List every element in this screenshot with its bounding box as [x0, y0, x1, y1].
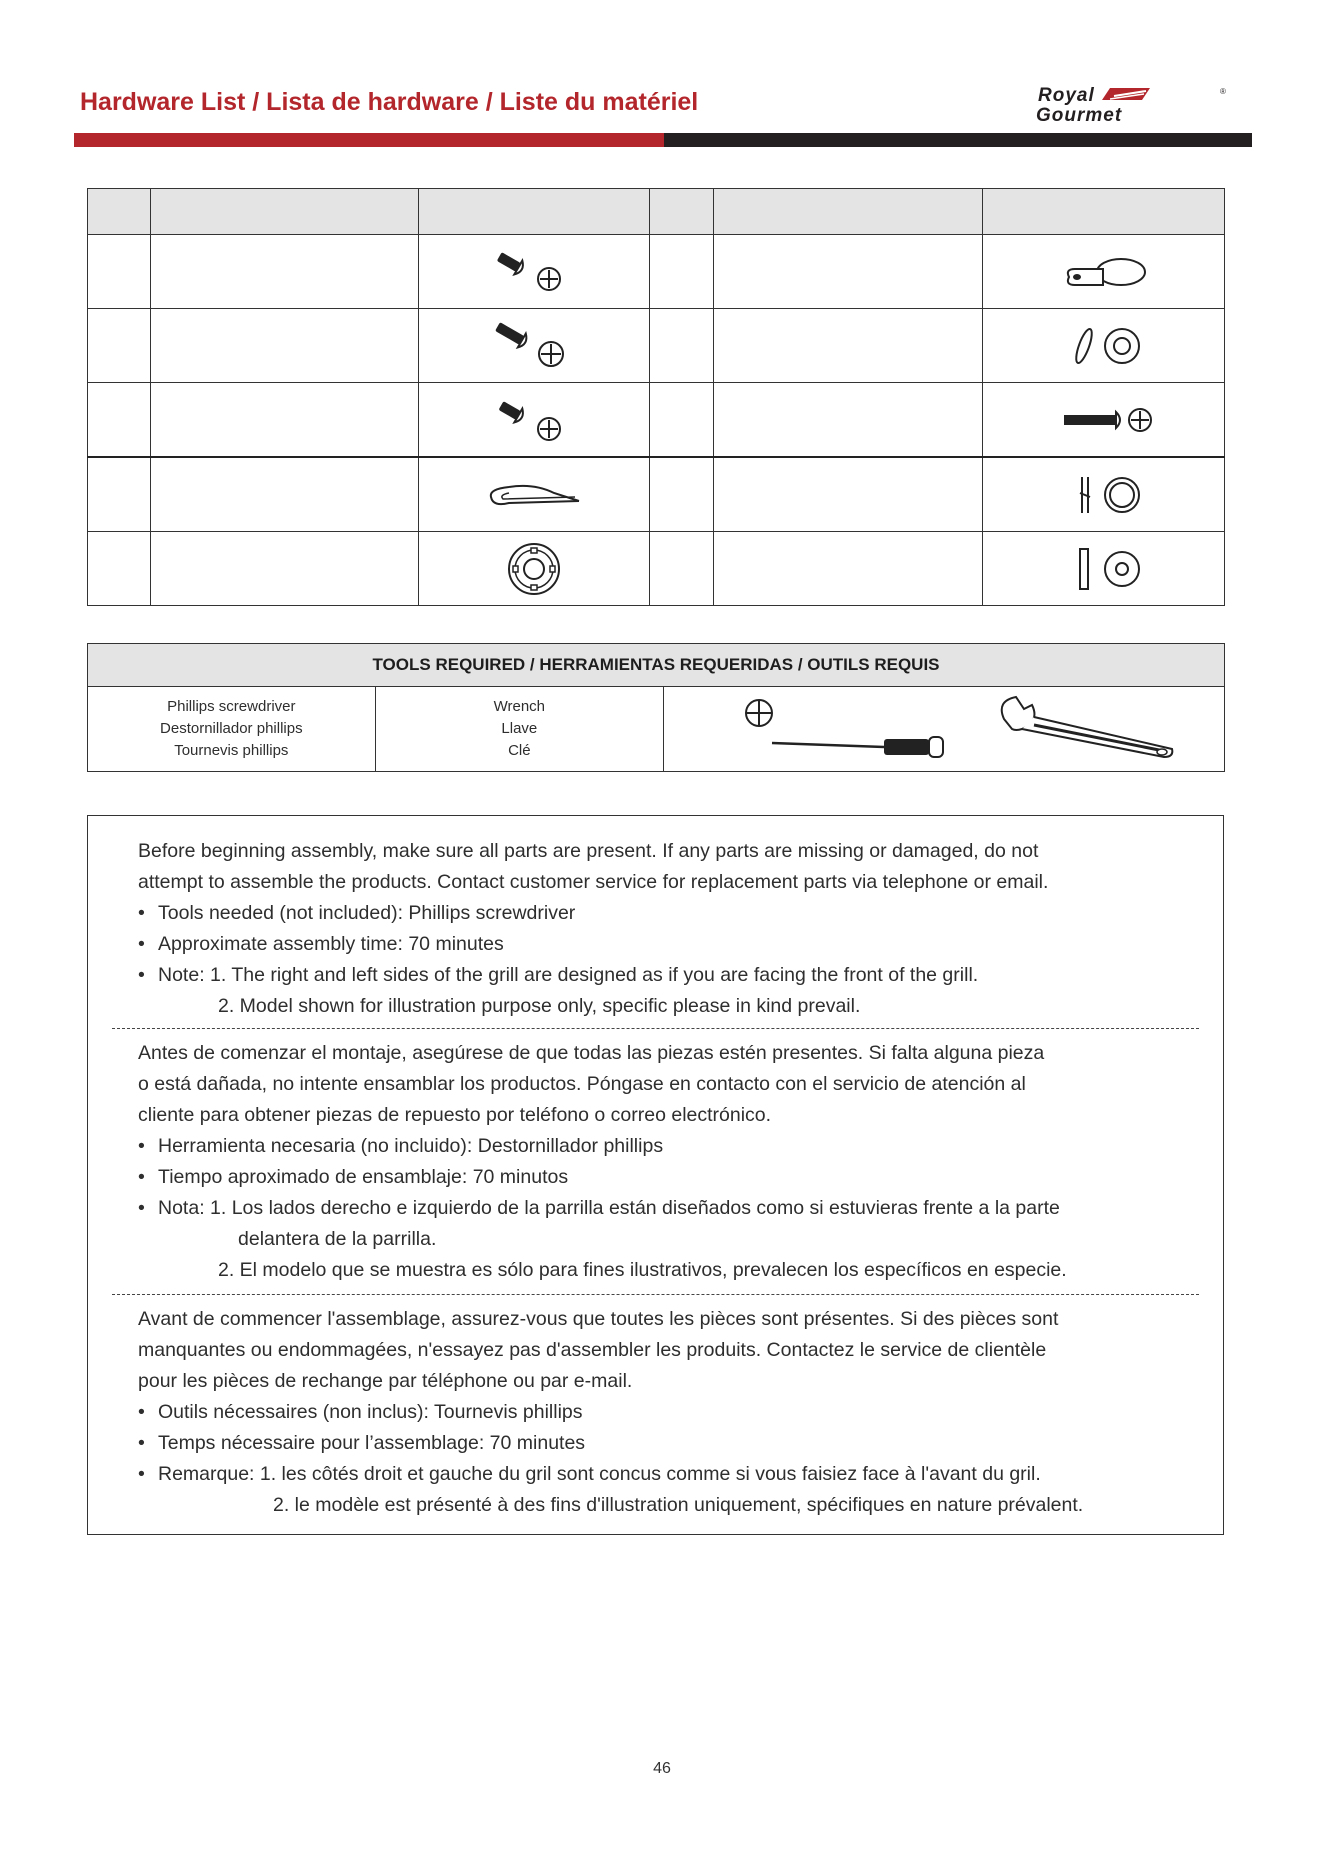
screwdriver-label-es: Destornillador phillips	[160, 720, 303, 737]
table-cell	[88, 383, 151, 458]
long-bolt-icon	[1044, 400, 1164, 440]
r-clip-pin-icon	[479, 475, 589, 515]
table-cell	[418, 383, 650, 458]
table-cell	[150, 383, 418, 458]
notes-es-intro-1: Antes de comenzar el montaje, asegúrese de que todas las piezas estén presentes. Si falta alguna pieza	[138, 1042, 1045, 1064]
notes-en-intro-1: Before beginning assembly, make sure all parts are present. If any parts are missing or damaged, do not	[138, 840, 1039, 862]
royal-gourmet-logo	[1030, 84, 1230, 124]
table-row	[88, 457, 1225, 532]
table-cell	[88, 532, 151, 606]
table-cell	[650, 235, 714, 309]
wrench-label-es: Llave	[501, 720, 538, 737]
notes-es-tools: • Herramienta necesaria (no incluido): Destornillador phillips	[138, 1131, 1203, 1162]
notes-fr-note-2: 2. le modèle est présenté à des fins d'illustration uniquement, spécifiques en nature prévalent.	[273, 1494, 1084, 1516]
table-row	[88, 532, 1225, 606]
table-cell	[88, 457, 151, 532]
notes-english	[138, 836, 1203, 1022]
notes-es-intro-3: cliente para obtener piezas de repuesto por teléfono o correo electrónico.	[138, 1104, 772, 1126]
table-row	[88, 235, 1225, 309]
header-cell	[983, 189, 1225, 235]
notes-en-tools: • Tools needed (not included): Phillips screwdriver	[138, 898, 1203, 929]
table-cell	[983, 235, 1225, 309]
hardware-table	[87, 188, 1225, 606]
assembly-notes-box	[87, 815, 1224, 1535]
notes-en-time: • Approximate assembly time: 70 minutes	[138, 929, 1203, 960]
table-cell	[650, 532, 714, 606]
table-cell	[983, 309, 1225, 383]
wrench-label-en: Wrench	[493, 698, 546, 715]
notes-en-note-1: • Note: 1. The right and left sides of the grill are designed as if you are facing the front of the grill.	[138, 960, 1203, 991]
tools-required-header: TOOLS REQUIRED / HERRAMIENTAS REQUERIDAS / OUTILS REQUIS	[88, 644, 1225, 687]
notes-en-note-2: 2. Model shown for illustration purpose only, specific please in kind prevail.	[218, 995, 861, 1017]
page-number: 46	[653, 1760, 671, 1777]
bolt-screw-icon	[489, 247, 579, 297]
table-cell	[714, 383, 983, 458]
wrench-label-fr: Clé	[508, 742, 531, 759]
table-cell	[88, 309, 151, 383]
notes-fr-intro-2: manquantes ou endommagées, n'essayez pas d'assembler les produits. Contactez le service de clientèle	[138, 1339, 1047, 1361]
notes-french	[138, 1304, 1203, 1521]
notes-es-note-1b: delantera de la parrilla.	[238, 1228, 437, 1250]
table-cell	[650, 457, 714, 532]
tools-required-table	[87, 643, 1225, 772]
round-grommet-icon	[504, 539, 564, 599]
table-cell	[150, 309, 418, 383]
table-cell	[983, 457, 1225, 532]
hardware-table-header	[88, 189, 1225, 235]
table-cell	[88, 235, 151, 309]
screwdriver-label-fr: Tournevis phillips	[174, 742, 289, 759]
notes-fr-tools: • Outils nécessaires (non inclus): Tournevis phillips	[138, 1397, 1203, 1428]
notes-es-note-1: • Nota: 1. Los lados derecho e izquierdo de la parrilla están diseñados como si estuvieras frente a la parte	[138, 1193, 1203, 1224]
page-title: Hardware List / Lista de hardware / Liste du matériel	[80, 88, 699, 116]
table-cell	[418, 457, 650, 532]
washer-icon	[1054, 318, 1154, 373]
header-cell	[714, 189, 983, 235]
notes-divider	[112, 1294, 1199, 1295]
table-cell	[418, 235, 650, 309]
table-row	[88, 383, 1225, 458]
flat-washer-icon	[1054, 541, 1154, 596]
tools-illustration	[674, 691, 1214, 761]
phillips-screwdriver-icon	[746, 700, 943, 757]
table-cell	[714, 457, 983, 532]
notes-divider	[112, 1028, 1199, 1029]
table-cell	[983, 383, 1225, 458]
table-cell	[983, 532, 1225, 606]
notes-fr-intro-1: Avant de commencer l'assemblage, assurez-vous que toutes les pièces sont présentes. Si des pièces sont	[138, 1308, 1059, 1330]
logo-registered-mark: ®	[1220, 87, 1226, 96]
notes-fr-intro-3: pour les pièces de rechange par téléphone ou par e-mail.	[138, 1370, 633, 1392]
notes-fr-note-1: • Remarque: 1. les côtés droit et gauche du gril sont concus comme si vous faisiez face à l'avant du gril.	[138, 1459, 1203, 1490]
table-cell	[714, 309, 983, 383]
table-cell	[150, 532, 418, 606]
logo-text-royal: Royal	[1038, 85, 1095, 106]
table-row	[88, 309, 1225, 383]
screwdriver-label-cell	[88, 687, 376, 772]
header-cell	[418, 189, 650, 235]
notes-fr-time: • Temps nécessaire pour l’assemblage: 70 minutes	[138, 1428, 1203, 1459]
notes-en-intro-2: attempt to assemble the products. Contact customer service for replacement parts via telephone or email.	[138, 871, 1049, 893]
header-bar-dark	[664, 133, 1252, 147]
header-cell	[150, 189, 418, 235]
adjustable-wrench-icon	[1002, 697, 1173, 757]
notes-es-intro-2: o está dañada, no intente ensamblar los productos. Póngase en contacto con el servicio de atención al	[138, 1073, 1026, 1095]
table-cell	[150, 235, 418, 309]
screwdriver-label-en: Phillips screwdriver	[167, 698, 296, 715]
lock-washer-icon	[1054, 467, 1154, 522]
header-cell	[88, 189, 151, 235]
notes-spanish	[138, 1038, 1203, 1286]
wrench-label-cell	[375, 687, 663, 772]
notes-es-note-2: 2. El modelo que se muestra es sólo para fines ilustrativos, prevalecen los específicos en especie.	[218, 1259, 1067, 1281]
table-cell	[650, 309, 714, 383]
table-cell	[714, 532, 983, 606]
table-cell	[650, 383, 714, 458]
header-cell	[650, 189, 714, 235]
header-bar-red	[74, 133, 664, 147]
table-cell	[418, 532, 650, 606]
bolt-screw-icon	[489, 318, 579, 373]
notes-es-time: • Tiempo aproximado de ensamblaje: 70 minutos	[138, 1162, 1203, 1193]
table-cell	[714, 235, 983, 309]
logo-text-gourmet: Gourmet	[1036, 105, 1123, 124]
table-cell	[418, 309, 650, 383]
table-cell	[150, 457, 418, 532]
cable-clamp-icon	[1049, 247, 1159, 297]
tools-illustration-cell	[664, 687, 1225, 772]
bolt-screw-icon	[489, 395, 579, 445]
